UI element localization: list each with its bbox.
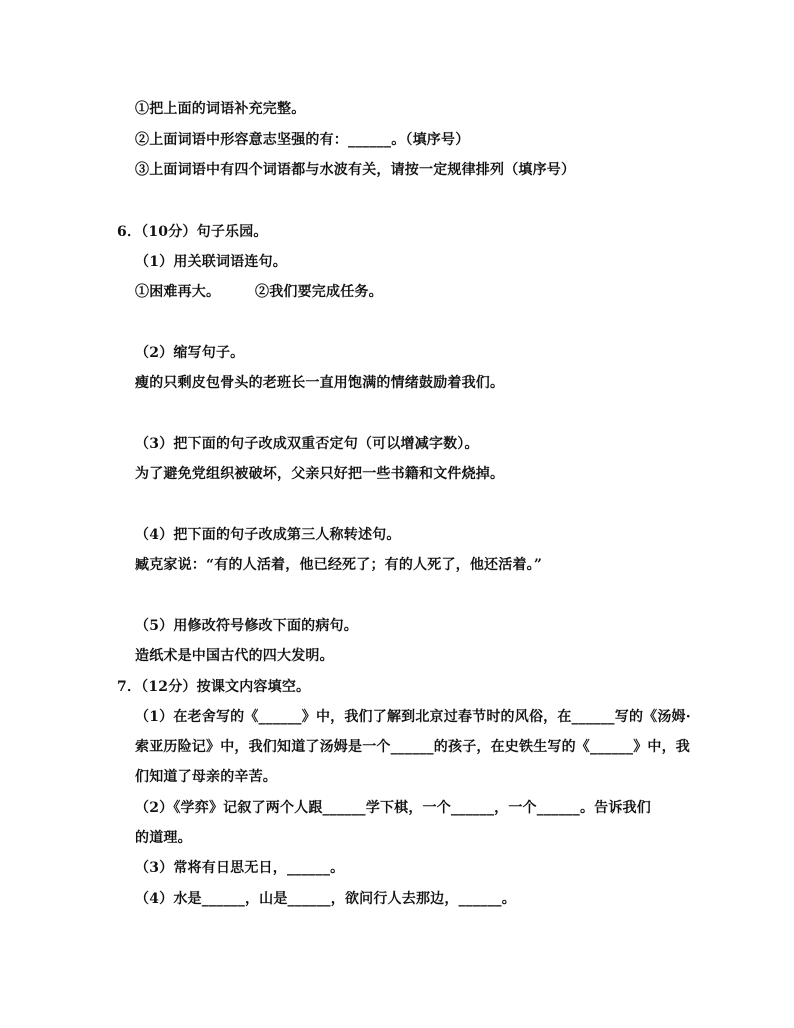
q7-part2-line2: 的道理。 bbox=[135, 830, 192, 846]
q6-part1-instruction: （1）用关联词语连句。 bbox=[135, 254, 287, 270]
q6-part2-sentence: 瘦的只剩皮包骨头的老班长一直用饱满的情绪鼓励着我们。 bbox=[135, 375, 505, 391]
q6-part3-instruction: （3）把下面的句子改成双重否定句（可以增减字数）。 bbox=[135, 436, 479, 452]
q7-heading: 7．（12分）按课文内容填空。 bbox=[117, 679, 311, 695]
q7-part1-line1: （1）在老舍写的《______》中，我们了解到北京过春节时的风俗，在______写的《汤姆· bbox=[135, 709, 691, 725]
q6-part3-sentence: 为了避免党组织被破坏，父亲只好把一些书籍和文件烧掉。 bbox=[135, 466, 505, 482]
q7-part4: （4）水是______，山是______，欲问行人去那边，______。 bbox=[135, 891, 516, 907]
q6-part1-clause-b: ②我们要完成任务。 bbox=[255, 284, 383, 300]
sec5-item-1: ①把上面的词语补充完整。 bbox=[135, 101, 306, 117]
q7-part2-line1: （2）《学弈》记叙了两个人跟______学下棋，一个______，一个______。告诉我们 bbox=[135, 800, 651, 816]
q6-part5-instruction: （5）用修改符号修改下面的病句。 bbox=[135, 618, 358, 634]
q6-part1-clause-a: ①困难再大。 bbox=[135, 284, 221, 300]
q6-heading: 6．（10分）句子乐园。 bbox=[117, 224, 268, 240]
q7-part1-line3: 们知道了母亲的辛苦。 bbox=[135, 769, 277, 785]
q6-part5-sentence: 造纸术是中国古代的四大发明。 bbox=[135, 648, 334, 664]
sec5-item-3: ③上面词语中有四个词语都与水波有关，请按一定规律排列（填序号） bbox=[135, 162, 576, 178]
q7-part3: （3）常将有日思无日，______。 bbox=[135, 860, 345, 876]
q6-part2-instruction: （2）缩写句子。 bbox=[135, 345, 245, 361]
q7-part1-line2: 索亚历险记》中，我们知道了汤姆是一个______的孩子，在史铁生写的《______》中，我 bbox=[135, 739, 690, 755]
q6-part4-sentence: 臧克家说：“有的人活着，他已经死了；有的人死了，他还活着。” bbox=[135, 557, 543, 573]
sec5-item-2: ②上面词语中形容意志坚强的有：______。（填序号） bbox=[135, 132, 470, 148]
q6-part4-instruction: （4）把下面的句子改成第三人称转述句。 bbox=[135, 527, 401, 543]
